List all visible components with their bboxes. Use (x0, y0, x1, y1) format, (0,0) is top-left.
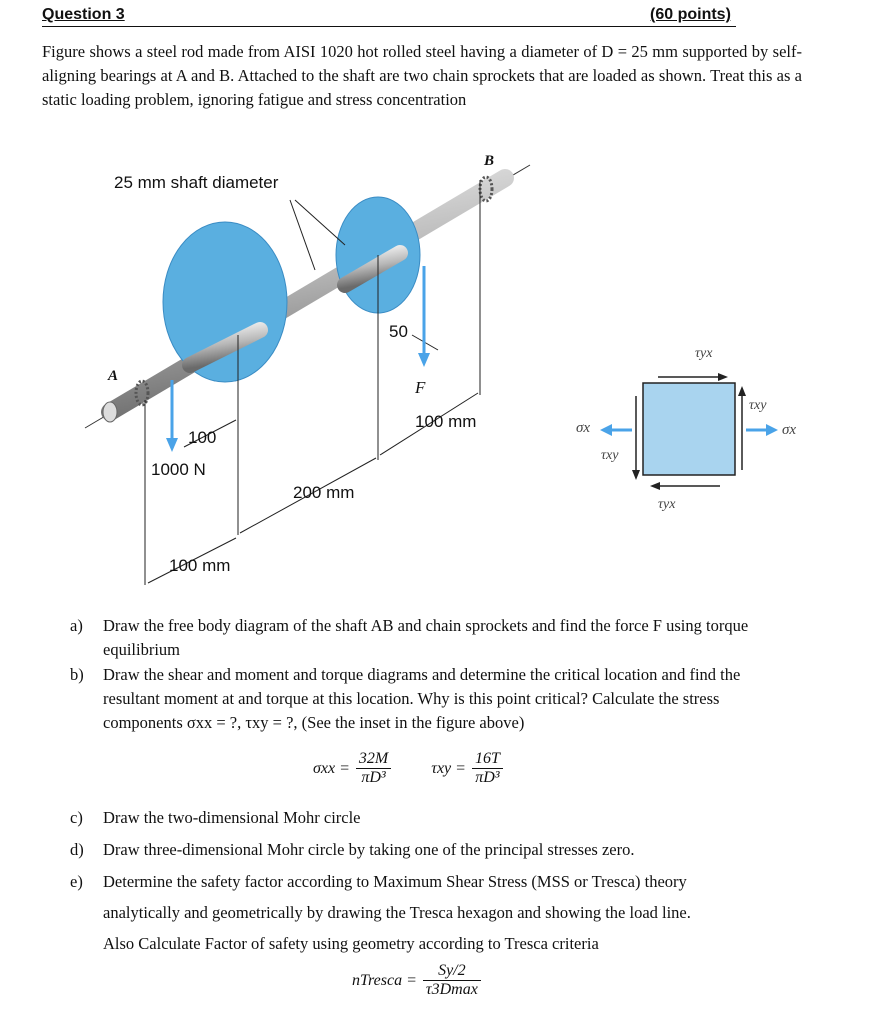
intro-paragraph: Figure shows a steel rod made from AISI 1020 hot rolled steel having a diameter of D = 25 mm supported by self-aligning bearings at A and B. Attached to the shaft are two chain sprockets that are loaded as shown. Treat this as a static loading problem, ignoring fatigue and stress concentration (42, 42, 802, 109)
shaft-end-A (103, 402, 117, 422)
label-A: A (108, 368, 119, 384)
eq1-den: πD³ (361, 769, 386, 786)
force-1000-label: 1000 N (151, 460, 206, 479)
tau-xy-right: τxy (749, 398, 767, 413)
question-d (0, 838, 887, 864)
question-e-line3: Also Calculate Factor of safety using geometry according to Tresca criteria (103, 934, 599, 953)
tau-yx-bottom: τyx (658, 497, 676, 512)
tau-yx-top: τyx (695, 346, 713, 361)
eq2-den: πD³ (475, 769, 500, 786)
question-b (0, 663, 887, 738)
large-sprocket (163, 222, 287, 382)
question-b-text: Draw the shear and moment and torque diagrams and determine the critical location and find the resultant moment at and torque at this location. Why is this point critical? Calculate the stress components σxx = ?, τxy = ?, (See the inset in the figure above) (103, 665, 741, 732)
question-title: Question 3 (42, 6, 125, 23)
dim-100-bottom: 100 mm (169, 556, 231, 575)
question-d-label: d) (70, 840, 84, 859)
question-a-text: Draw the free body diagram of the shaft AB and chain sprockets and find the force F using torque equilibrium (103, 616, 749, 659)
eq3-num: Sy/2 (423, 962, 481, 981)
tau-xy-left: τxy (601, 448, 619, 463)
points-label: (60 points) (650, 6, 731, 23)
sigma-x-left: σx (576, 420, 591, 436)
dim-100-right: 100 mm (415, 412, 477, 431)
eq1-lhs: σxx = (313, 759, 350, 777)
question-e (0, 870, 887, 960)
label-F: F (415, 378, 426, 397)
question-c-text: Draw the two-dimensional Mohr circle (103, 808, 361, 827)
question-c (0, 806, 887, 832)
eq3-lhs: nTresca = (352, 971, 417, 989)
eq3-den: τ3Dmax (425, 981, 478, 998)
header-rule (42, 26, 736, 27)
question-a-label: a) (70, 616, 83, 635)
question-e-line2: analytically and geometrically by drawing the Tresca hexagon and showing the load line. (103, 903, 691, 922)
question-d-text: Draw three-dimensional Mohr circle by taking one of the principal stresses zero. (103, 840, 635, 859)
shaft-diameter-label: 25 mm shaft diameter (114, 173, 279, 192)
eq1-num: 32M (356, 750, 391, 769)
question-e-label: e) (70, 872, 83, 891)
dim-100-small: 100 (188, 428, 217, 447)
stress-element (643, 383, 735, 475)
tresca-equation (352, 962, 481, 999)
question-c-label: c) (70, 808, 83, 827)
label-B: B (484, 153, 495, 169)
label-50: 50 (389, 322, 408, 341)
eq2-num: 16T (472, 750, 503, 769)
sigma-x-right: σx (782, 422, 797, 438)
question-e-line1: Determine the safety factor according to Maximum Shear Stress (MSS or Tresca) theory (103, 872, 687, 891)
dim-200: 200 mm (293, 483, 355, 502)
question-b-label: b) (70, 665, 84, 684)
question-a (0, 614, 887, 664)
eq2-lhs: τxy = (431, 759, 466, 777)
shaft-figure (0, 140, 887, 600)
stress-equations (313, 750, 503, 787)
